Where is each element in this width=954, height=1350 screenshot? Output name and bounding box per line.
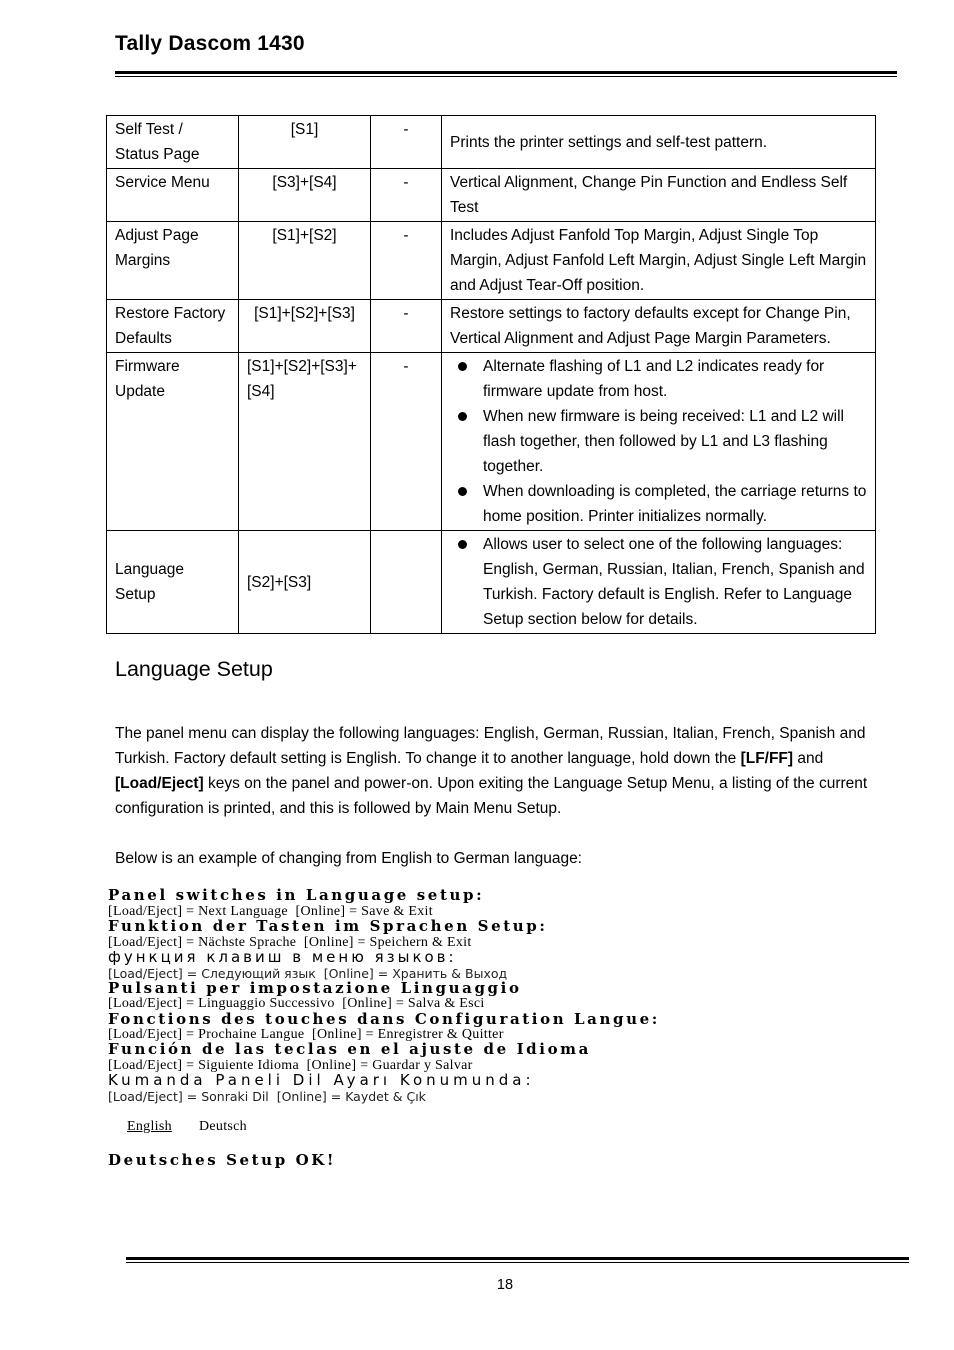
para-text: and xyxy=(793,750,824,767)
footer-rule xyxy=(126,1257,909,1260)
table-row xyxy=(107,116,876,169)
para-text: keys on the panel and power-on. Upon exiting the Language Setup Menu, a listing of the current configuration is printed, and this is followed by Main Menu Setup. xyxy=(115,775,868,817)
bullet-icon xyxy=(458,412,467,421)
language-option-deutsch: Deutsch xyxy=(199,1119,247,1134)
key-name: [Load/Eject] xyxy=(115,775,204,792)
bullet-text: When downloading is completed, the carriage returns to home position. Printer initializes normally. xyxy=(483,483,867,525)
printout-line: Funktion der Tasten im Sprachen Setup: xyxy=(108,917,548,935)
function-name: Language Setup xyxy=(107,531,239,634)
printout-line: [Load/Eject] = Следующий язык [Online] = Хранить & Выход xyxy=(108,966,508,981)
function-description: Prints the printer settings and self-test pattern. xyxy=(442,116,876,169)
bullet-icon xyxy=(458,487,467,496)
example-intro: Below is an example of changing from English to German language: xyxy=(115,850,582,867)
list-item xyxy=(450,532,867,632)
setup-result: Deutsches Setup OK! xyxy=(108,1151,337,1169)
printout-line: Función de las teclas en el ajuste de Idioma xyxy=(108,1040,591,1058)
printout-line: [Load/Eject] = Next Language [Online] = Save & Exit xyxy=(108,904,433,919)
function-description: Restore settings to factory defaults except for Change Pin, Vertical Alignment and Adjust Page Margin Parameters. xyxy=(442,300,876,353)
page-number: 18 xyxy=(496,1277,514,1293)
printout-line: [Load/Eject] = Nächste Sprache [Online] = Speichern & Exit xyxy=(108,935,472,950)
key-combo: [S1]+[S2] xyxy=(239,222,371,300)
footer-rule-thin xyxy=(126,1262,909,1263)
dash-cell xyxy=(371,531,442,634)
key-name: [LF/FF] xyxy=(740,750,794,767)
page-header-title: Tally Dascom 1430 xyxy=(115,32,305,55)
list-item xyxy=(450,404,867,479)
table-row xyxy=(107,353,876,531)
function-description xyxy=(442,353,876,531)
dash-cell: - xyxy=(371,300,442,353)
function-description xyxy=(442,531,876,634)
header-rule xyxy=(115,71,897,74)
printout-line: функция клавиш в меню языков: xyxy=(108,948,457,966)
dash-cell: - xyxy=(371,169,442,222)
key-combo: [S1]+[S2]+[S3]+ [S4] xyxy=(239,353,371,531)
language-option-english: English xyxy=(127,1119,172,1134)
section-heading: Language Setup xyxy=(115,657,273,681)
function-description: Vertical Alignment, Change Pin Function and Endless Self Test xyxy=(442,169,876,222)
table-row xyxy=(107,300,876,353)
printout-line: [Load/Eject] = Linguaggio Successivo [Online] = Salva & Esci xyxy=(108,996,485,1011)
dash-cell: - xyxy=(371,353,442,531)
para-text: The panel menu can display the following languages: English, German, Russian, Italian, French, Spanish and Turkish. Factory default setting is English. To change it to another language, hold down the xyxy=(115,725,866,767)
dash-cell: - xyxy=(371,222,442,300)
function-name: Restore Factory Defaults xyxy=(107,300,239,353)
key-combo: [S2]+[S3] xyxy=(239,531,371,634)
printout-line: [Load/Eject] = Prochaine Langue [Online] = Enregistrer & Quitter xyxy=(108,1027,504,1042)
bullet-text: When new firmware is being received: L1 and L2 will flash together, then followed by L1 and L3 flashing together. xyxy=(483,408,844,475)
key-combo: [S1] xyxy=(239,116,371,169)
table-row xyxy=(107,169,876,222)
intro-paragraph xyxy=(115,721,895,821)
function-name: Adjust Page Margins xyxy=(107,222,239,300)
printout-line: [Load/Eject] = Sonraki Dil [Online] = Kaydet & Çık xyxy=(108,1089,426,1104)
printout-sample xyxy=(108,884,908,1184)
list-item xyxy=(450,354,867,404)
function-name: Self Test / Status Page xyxy=(107,116,239,169)
printout-line: [Load/Eject] = Siguiente Idioma [Online] = Guardar y Salvar xyxy=(108,1058,473,1073)
header-rule-thin xyxy=(115,76,897,77)
printout-line: Kumanda Paneli Dil Ayarı Konumunda: xyxy=(108,1071,535,1089)
list-item xyxy=(450,479,867,529)
printout-line: Panel switches in Language setup: xyxy=(108,886,485,904)
bullet-text: Allows user to select one of the following languages: English, German, Russian, Italian, French, Spanish and Turkish. Factory default is English. Refer to Language Setup section below for details. xyxy=(483,536,865,628)
function-name: Firmware Update xyxy=(107,353,239,531)
function-description: Includes Adjust Fanfold Top Margin, Adjust Single Top Margin, Adjust Fanfold Left Margin, Adjust Single Left Margin and Adjust Tear-Off position. xyxy=(442,222,876,300)
printout-line: Fonctions des touches dans Configuration Langue: xyxy=(108,1010,660,1028)
table-row xyxy=(107,222,876,300)
table-row xyxy=(107,531,876,634)
bullet-icon xyxy=(458,362,467,371)
function-name: Service Menu xyxy=(107,169,239,222)
panel-keys-table xyxy=(106,115,876,634)
dash-cell: - xyxy=(371,116,442,169)
printout-line: Pulsanti per impostazione Linguaggio xyxy=(108,979,522,997)
bullet-text: Alternate flashing of L1 and L2 indicates ready for firmware update from host. xyxy=(483,358,825,400)
key-combo: [S3]+[S4] xyxy=(239,169,371,222)
bullet-icon xyxy=(458,540,467,549)
key-combo: [S1]+[S2]+[S3] xyxy=(239,300,371,353)
